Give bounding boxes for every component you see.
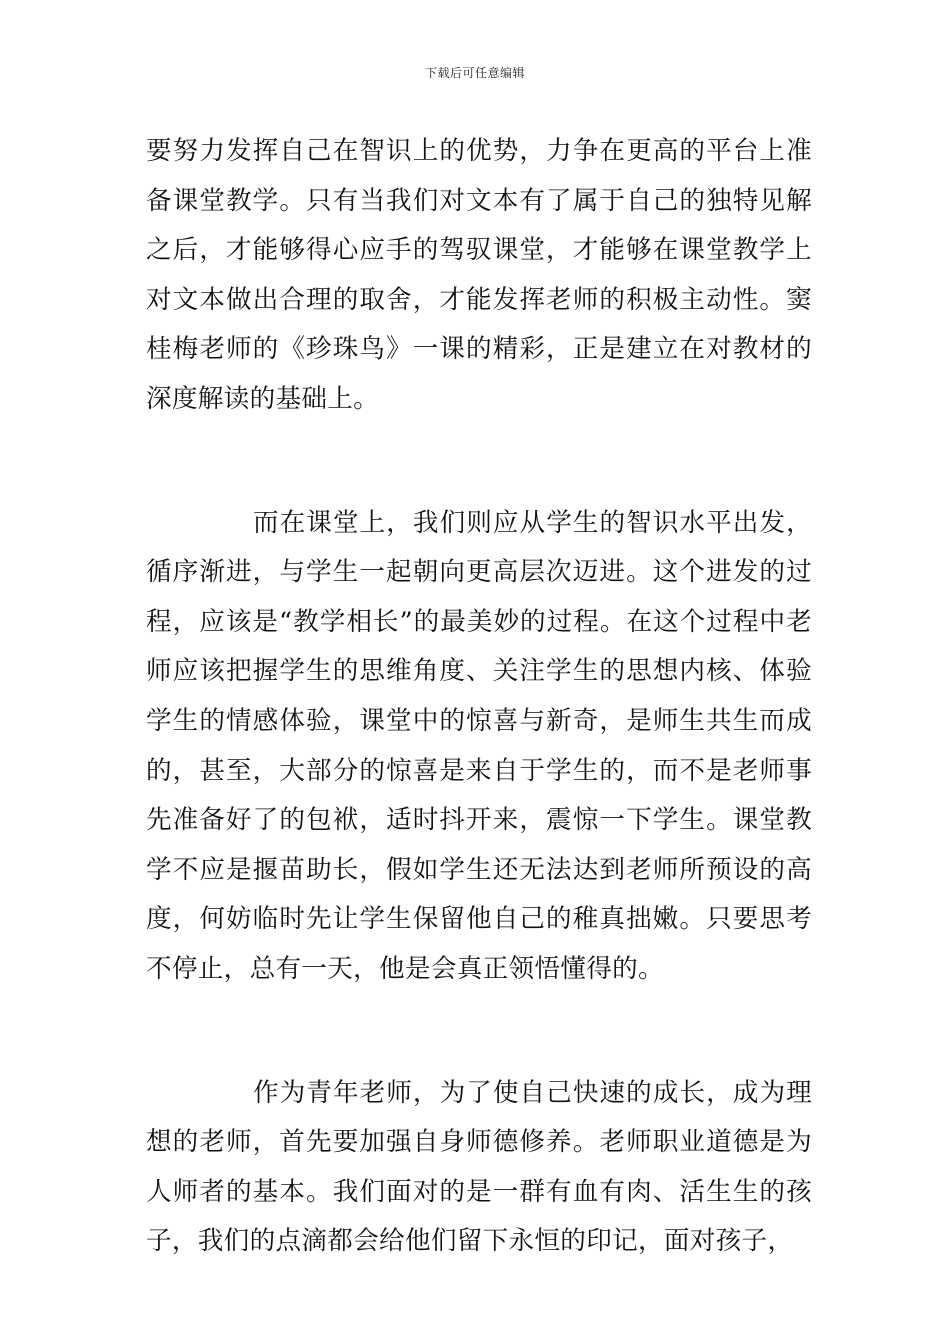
paragraph-3: 作为青年老师，为了使自己快速的成长，成为理想的老师，首先要加强自身师德修养。老师职业道德是为人师者的基本。我们面对的是一群有血有肉、活生生的孩子，我们的点滴都会给他们留下永恒的印记，面对孩子，	[146, 1077, 812, 1257]
document-body	[146, 127, 812, 1267]
paragraph-spacer	[146, 995, 812, 1069]
page-header: 下载后可任意编辑	[424, 66, 525, 80]
paragraph-spacer	[146, 425, 812, 499]
paragraph-2: 而在课堂上，我们则应从学生的智识水平出发，循序渐进，与学生一起朝向更高层次迈进。这个进发的过程，应该是“教学相长”的最美妙的过程。在这个过程中老师应该把握学生的思维角度、关注学生的思想内核、体验学生的情感体验，课堂中的惊喜与新奇，是师生共生而成的，甚至，大部分的惊喜是来自于学生的，而不是老师事先准备好了的包袱，适时抖开来，震惊一下学生。课堂教学不应是揠苗助长，假如学生还无法达到老师所预设的高度，何妨临时先让学生保留他自己的稚真拙嫩。只要思考不停止，总有一天，他是会真正领悟懂得的。	[146, 507, 812, 984]
paragraph-1: 要努力发挥自己在智识上的优势，力争在更高的平台上准备课堂教学。只有当我们对文本有了属于自己的独特见解之后，才能够得心应手的驾驭课堂，才能够在课堂教学上对文本做出合理的取舍，才能发挥老师的积极主动性。窦桂梅老师的《珍珠鸟》一课的精彩，正是建立在对教材的深度解读的基础上。	[146, 136, 812, 414]
